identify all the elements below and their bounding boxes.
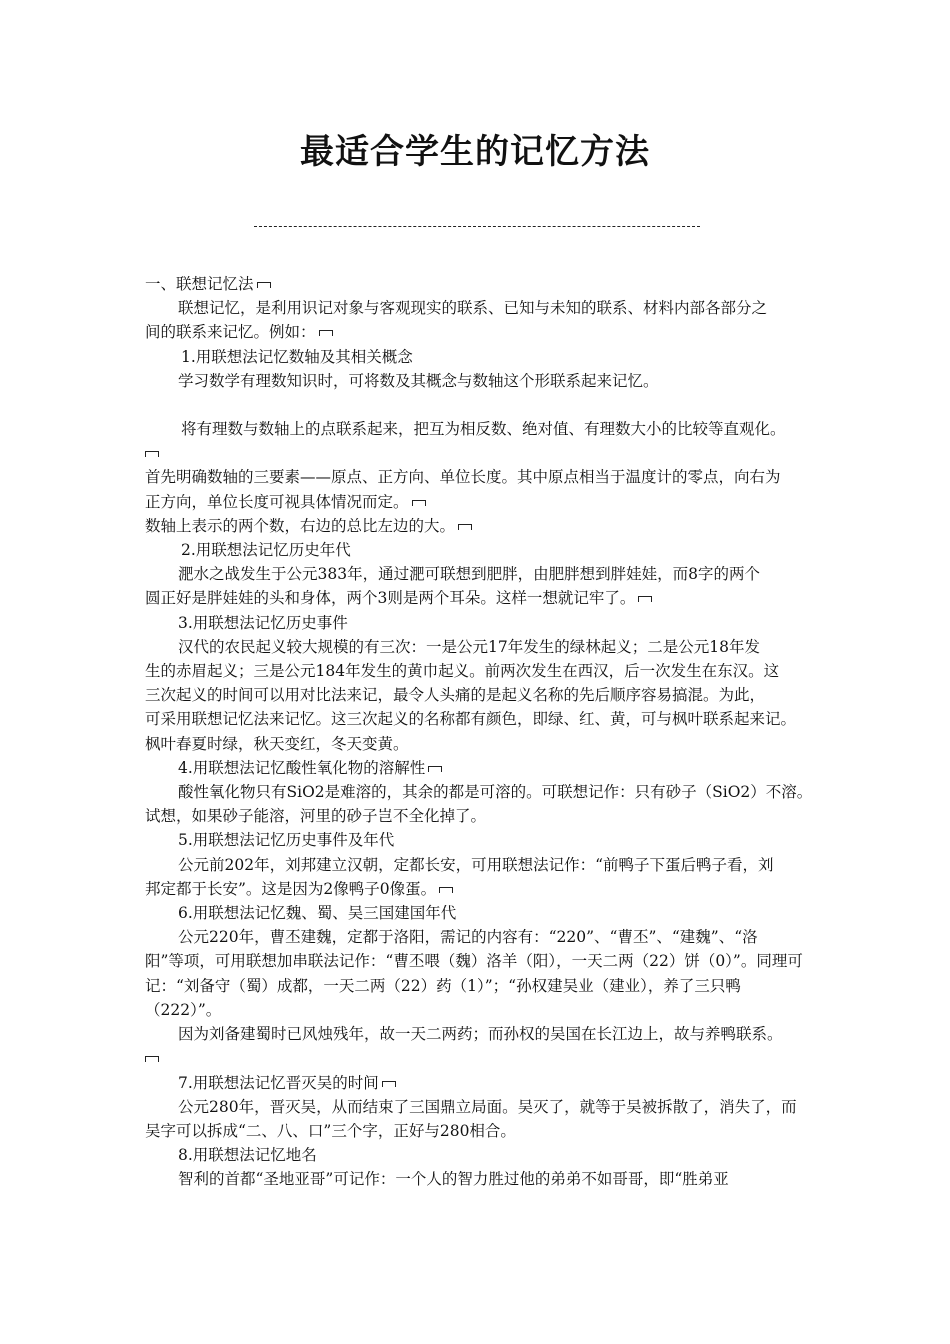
- paragraph-line: （222）”。: [145, 1000, 222, 1019]
- paragraph-line: 联想记忆，是利用识记对象与客观现实的联系、已知与未知的联系、材料内部各部分之: [178, 299, 768, 318]
- paragraph-line: 公元280年，晋灭吴，从而结束了三国鼎立局面。吴灭了，就等于吴被拆散了，消失了，而: [178, 1097, 797, 1116]
- dashed-divider: [254, 226, 700, 227]
- paragraph-line: 吴字可以拆成“二、八、口”三个字，正好与280相合。: [145, 1121, 516, 1140]
- paragraph-line: 数轴上表示的两个数，右边的总比左边的大。: [145, 514, 817, 538]
- paragraph-line: 将有理数与数轴上的点联系起来，把互为相反数、绝对值、有理数大小的比较等直观化。: [181, 420, 786, 439]
- paragraph-mark-icon: [428, 766, 442, 772]
- document-title: 最适合学生的记忆方法: [300, 132, 650, 172]
- paragraph-line: 三次起义的时间可以用对比法来记，最令人头痛的是起义名称的先后顺序容易搞混。为此，: [145, 686, 766, 705]
- paragraph-line: 汉代的农民起义较大规模的有三次：一是公元17年发生的绿林起义；二是公元18年发: [178, 637, 760, 656]
- paragraph-line: [145, 441, 817, 465]
- paragraph-line: 智利的首都“圣地亚哥”可记作：一个人的智力胜过他的弟弟不如哥哥，即“胜弟亚: [178, 1170, 729, 1189]
- subheading: 1.用联想法记忆数轴及其相关概念: [181, 347, 413, 366]
- paragraph-line: 试想，如果砂子能溶，河里的砂子岂不全化掉了。: [145, 807, 487, 826]
- paragraph-line: 因为刘备建蜀时已风烛残年，故一天二两药；而孙权的吴国在长江边上，故与养鸭联系。: [178, 1025, 783, 1044]
- paragraph-line: 可采用联想记忆法来记忆。这三次起义的名称都有颜色，即绿、红、黄，可与枫叶联系起来记。: [145, 710, 797, 729]
- paragraph-line: 公元220年，曹丕建魏，定都于洛阳，需记的内容有：“220”、“曹丕”、“建魏”、“洛: [178, 928, 758, 947]
- paragraph-line: 记：“刘备守（蜀）成都，一天二两（22）药（1）”；“孙权建吴业（建业），养了三只鸭: [145, 976, 741, 995]
- paragraph-line: 学习数学有理数知识时，可将数及其概念与数轴这个形联系起来记忆。: [178, 371, 659, 390]
- paragraph-line: 阳”等项，可用联想加串联法记作：“曹丕喂（魏）洛羊（阳），一天二两（22）饼（0）”。同理可: [145, 952, 803, 971]
- paragraph-line: 枫叶春夏时绿，秋天变红，冬天变黄。: [145, 734, 409, 753]
- paragraph-mark-icon: [638, 596, 652, 602]
- subheading: 3.用联想法记忆历史事件: [178, 613, 348, 632]
- document-body: [145, 272, 817, 1192]
- paragraph-mark-icon: [439, 887, 453, 893]
- paragraph-line: 正方向，单位长度可视具体情况而定。: [145, 490, 817, 514]
- section-heading: 一、联想记忆法: [145, 272, 817, 296]
- paragraph-mark-icon: [145, 451, 159, 457]
- subheading: 7.用联想法记忆晋灭吴的时间: [145, 1071, 817, 1095]
- paragraph-mark-icon: [145, 1056, 159, 1062]
- paragraph-line: 生的赤眉起义；三是公元184年发生的黄巾起义。前两次发生在西汉，后一次发生在东汉。这: [145, 662, 780, 681]
- paragraph-line: 淝水之战发生于公元383年，通过淝可联想到肥胖，由肥胖想到胖娃娃，而8字的两个: [178, 565, 760, 584]
- paragraph-mark-icon: [257, 282, 271, 288]
- paragraph-mark-icon: [382, 1081, 396, 1087]
- paragraph-mark-icon: [412, 500, 426, 506]
- paragraph-line: 圆正好是胖娃娃的头和身体，两个3则是两个耳朵。这样一想就记牢了。: [145, 586, 817, 610]
- paragraph-line: 公元前202年，刘邦建立汉朝，定都长安，可用联想法记作：“前鸭子下蛋后鸭子看，刘: [178, 855, 774, 874]
- paragraph-line: 酸性氧化物只有SiO2是难溶的，其余的都是可溶的。可联想记作：只有砂子（SiO2）不溶。: [178, 783, 813, 802]
- paragraph-line: [145, 1046, 817, 1070]
- subheading: 2.用联想法记忆历史年代: [181, 541, 351, 560]
- subheading: 4.用联想法记忆酸性氧化物的溶解性: [145, 756, 817, 780]
- blank-line: [145, 393, 817, 417]
- paragraph-line: 邦定都于长安”。这是因为2像鸭子0像蛋。: [145, 877, 817, 901]
- subheading: 6.用联想法记忆魏、蜀、吴三国建国年代: [178, 904, 457, 923]
- subheading: 5.用联想法记忆历史事件及年代: [178, 831, 395, 850]
- subheading: 8.用联想法记忆地名: [178, 1146, 317, 1165]
- paragraph-mark-icon: [319, 330, 333, 336]
- paragraph-mark-icon: [458, 524, 472, 530]
- paragraph-line: 首先明确数轴的三要素——原点、正方向、单位长度。其中原点相当于温度计的零点，向右为: [145, 468, 781, 487]
- paragraph-line: 间的联系来记忆。例如：: [145, 320, 817, 344]
